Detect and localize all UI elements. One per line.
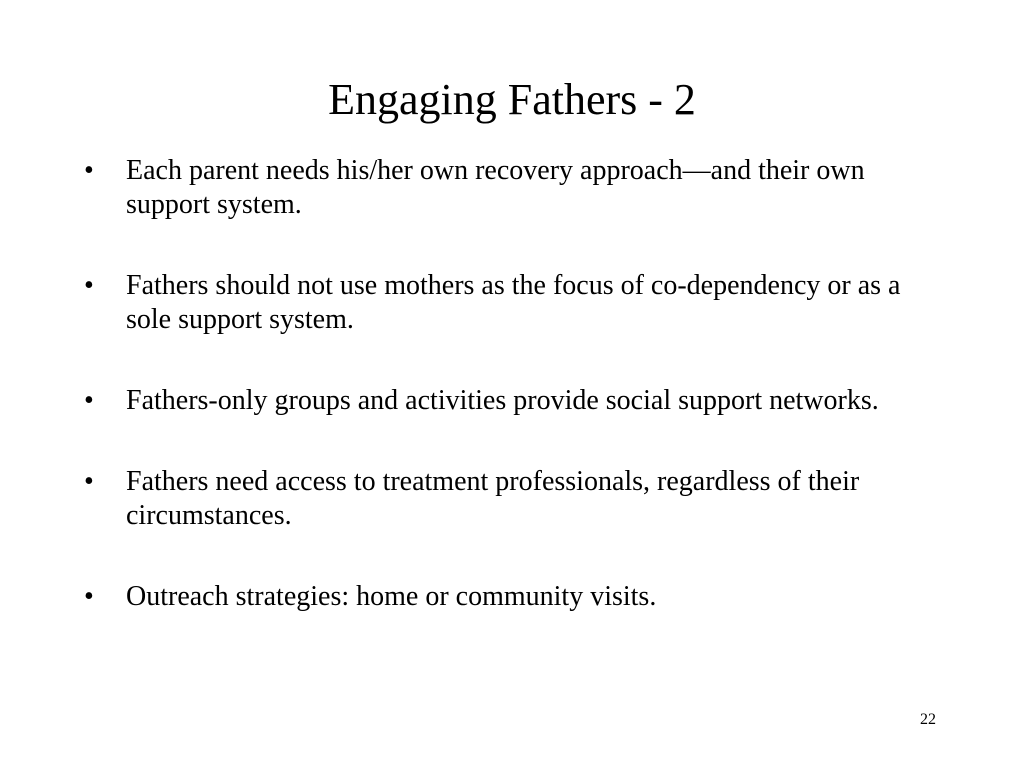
bullet-icon: • bbox=[84, 385, 94, 416]
bullet-text: Fathers need access to treatment professionals, regardless of their circumstances. bbox=[126, 466, 860, 531]
bullet-text: Fathers-only groups and activities provide social support networks. bbox=[126, 385, 879, 416]
bullet-item-4 bbox=[84, 465, 944, 533]
bullet-text: Each parent needs his/her own recovery approach—and their own support system. bbox=[126, 155, 865, 220]
bullet-item-3 bbox=[84, 384, 944, 418]
bullet-icon: • bbox=[84, 270, 94, 301]
bullet-item-2 bbox=[84, 269, 944, 337]
bullet-icon: • bbox=[84, 155, 94, 186]
slide-number: 22 bbox=[920, 711, 936, 728]
bullet-text: Fathers should not use mothers as the focus of co-dependency or as a sole support system. bbox=[126, 270, 901, 335]
bullet-icon: • bbox=[84, 466, 94, 497]
bullet-text: Outreach strategies: home or community visits. bbox=[126, 581, 657, 612]
bullet-icon: • bbox=[84, 581, 94, 612]
bullet-list bbox=[84, 154, 944, 614]
bullet-item-5 bbox=[84, 580, 944, 614]
bullet-item-1 bbox=[84, 154, 944, 222]
slide-title: Engaging Fathers - 2 bbox=[328, 75, 696, 124]
